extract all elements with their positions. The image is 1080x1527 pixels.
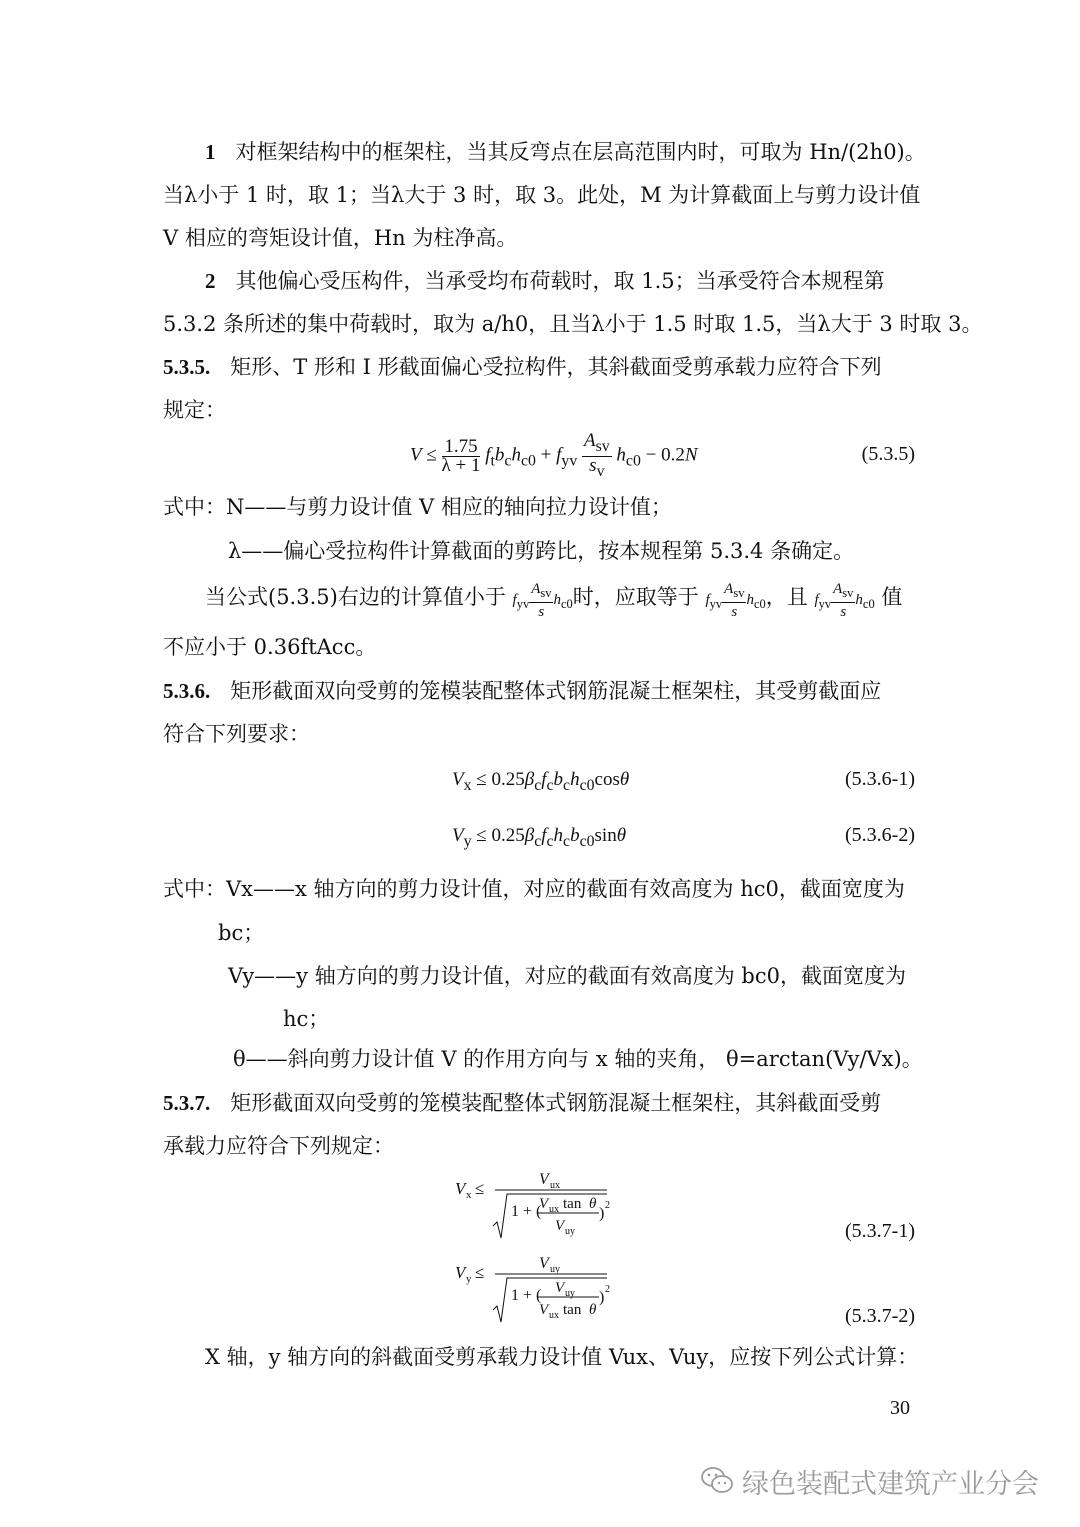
svg-text:2: 2	[605, 1200, 610, 1211]
section-5-3-7-line-2: 承载力应符合下列规定：	[163, 1134, 394, 1158]
para-text: 其他偏心受压构件，当承受均布荷载时，取 1.5；当承受符合本规程第	[235, 269, 885, 293]
where-vy-line-1: Vy——y 轴方向的剪力设计值，对应的截面有效高度为 bc0，截面宽度为	[228, 964, 906, 988]
svg-text:y: y	[466, 1273, 472, 1285]
svg-text:V: V	[539, 1171, 549, 1188]
when-text-a: 当公式(5.3.5)右边的计算值小于	[205, 584, 506, 609]
section-number: 5.3.6.	[163, 679, 211, 703]
para-2-line-2: 5.3.2 条所述的集中荷载时，取为 a/h0，且当λ小于 1.5 时取 1.5，当λ大于 3 时取 3。	[163, 312, 983, 336]
svg-text:uy: uy	[565, 1288, 575, 1299]
item-number: 2	[205, 269, 216, 293]
page-number: 30	[890, 1397, 910, 1419]
equation-5-3-5: V ≤ $\frac{1.75}{\lambda + 1}$ $f_tb_ch_{c0} + f_{yv}$ $\frac{A_{sv}}{s_v}$ $h_{c0} - 0.2N$	[410, 430, 698, 480]
when-text-d: 值	[881, 584, 903, 609]
section-text: 矩形截面双向受剪的笼模装配整体式钢筋混凝土框架柱，其斜截面受剪	[230, 1091, 882, 1115]
section-5-3-5-heading	[163, 352, 882, 382]
equation-5-3-6-2: $V_y \le 0.25\beta_cf_ch_cb_{c0}\sin\theta$	[452, 825, 627, 850]
section-text: 矩形截面双向受剪的笼模装配整体式钢筋混凝土框架柱，其受剪截面应	[230, 679, 882, 703]
svg-text:V: V	[555, 1280, 565, 1296]
watermark-text: 绿色装配式建筑产业分会	[742, 1469, 1039, 1500]
svg-text:1 + (: 1 + (	[511, 1287, 542, 1304]
equation-5-3-6-1: $V_x \le 0.25\beta_cf_cb_ch_{c0}\cos\theta$	[452, 769, 630, 794]
svg-text:2: 2	[605, 1284, 610, 1295]
para-1-line-3: V 相应的弯矩设计值，Hn 为柱净高。	[163, 226, 518, 250]
where-vx-line-1: 式中：Vx——x 轴方向的剪力设计值，对应的截面有效高度为 hc0，截面宽度为	[163, 877, 905, 901]
svg-text:V: V	[539, 1255, 549, 1272]
svg-text:uy: uy	[550, 1264, 560, 1275]
svg-text:θ: θ	[589, 1302, 597, 1318]
item-number: 1	[205, 140, 216, 164]
svg-text:uy: uy	[565, 1226, 575, 1237]
svg-text:1 + (: 1 + (	[511, 1203, 542, 1220]
svg-text:): )	[599, 1205, 605, 1222]
where-theta: θ——斜向剪力设计值 V 的作用方向与 x 轴的夹角， θ=arctan(Vy/Vx)。	[233, 1047, 923, 1071]
svg-text:ux: ux	[549, 1204, 559, 1215]
para-1-line-1	[205, 137, 926, 167]
svg-text:): )	[599, 1289, 605, 1306]
where-n: 式中：N——与剪力设计值 V 相应的轴向拉力设计值；	[163, 495, 672, 519]
svg-text:V: V	[455, 1263, 466, 1282]
equation-number: (5.3.7-1)	[845, 1220, 915, 1242]
where-vx-line-2: bc；	[218, 921, 265, 945]
section-5-3-6-line-2: 符合下列要求：	[163, 722, 310, 746]
section-5-3-5-line-2: 规定：	[163, 398, 226, 422]
para-text: 对框架结构中的框架柱，当其反弯点在层高范围内时，可取为 Hn/(2h0)。	[235, 140, 926, 164]
svg-text:V: V	[539, 1302, 549, 1318]
section-5-3-6-heading	[163, 676, 881, 706]
svg-text:≤: ≤	[475, 1179, 485, 1198]
para-1-line-2: 当λ小于 1 时，取 1；当λ大于 3 时，取 3。此处，M 为计算截面上与剪力设计值	[163, 183, 921, 207]
last-line: X 轴，y 轴方向的斜截面受剪承载力设计值 Vux、Vuy，应按下列公式计算：	[205, 1345, 919, 1369]
section-number: 5.3.7.	[163, 1091, 211, 1115]
svg-text:θ: θ	[589, 1196, 597, 1212]
when-line-2: 不应小于 0.36ftAcc。	[163, 635, 377, 659]
equation-number: (5.3.6-1)	[845, 768, 915, 790]
svg-text:V: V	[555, 1218, 565, 1234]
svg-text:ux: ux	[550, 1180, 560, 1191]
section-text: 矩形、T 形和 I 形截面偏心受拉构件，其斜截面受剪承载力应符合下列	[230, 355, 882, 379]
svg-text:ux: ux	[549, 1310, 559, 1321]
equation-5-3-7-1	[455, 1168, 625, 1248]
section-5-3-7-heading	[163, 1088, 881, 1118]
wechat-icon	[700, 1465, 734, 1495]
equation-number: (5.3.7-2)	[845, 1305, 915, 1327]
where-lambda: λ——偏心受拉构件计算截面的剪跨比，按本规程第 5.3.4 条确定。	[228, 539, 855, 563]
para-2-line-1	[205, 266, 885, 296]
svg-text:V: V	[539, 1196, 549, 1212]
svg-text:x: x	[466, 1189, 472, 1201]
svg-text:V: V	[455, 1179, 466, 1198]
svg-text:≤: ≤	[475, 1263, 485, 1282]
when-text-b: 时，应取等于	[572, 584, 699, 609]
equation-5-3-7-2	[455, 1252, 625, 1332]
svg-text:tan: tan	[563, 1302, 582, 1318]
section-number: 5.3.5.	[163, 355, 211, 379]
svg-text:tan: tan	[563, 1196, 582, 1212]
where-vy-line-2: hc；	[283, 1007, 330, 1031]
equation-number: (5.3.6-2)	[845, 824, 915, 846]
when-text-c: ，且	[765, 584, 808, 609]
equation-number: (5.3.5)	[861, 443, 915, 465]
when-clause: 当公式(5.3.5)右边的计算值小于 $f_{yv}$ $\frac{A_{sv}}{s}$ $h_{c0}$时，应取等于 $f_{yv}$ $\frac{A_{sv}}{s}$ $h_{c0}$，且 $f_{yv}$ $\frac{A_{sv}}{s}$ $h_{c0}$ 值	[205, 581, 903, 620]
